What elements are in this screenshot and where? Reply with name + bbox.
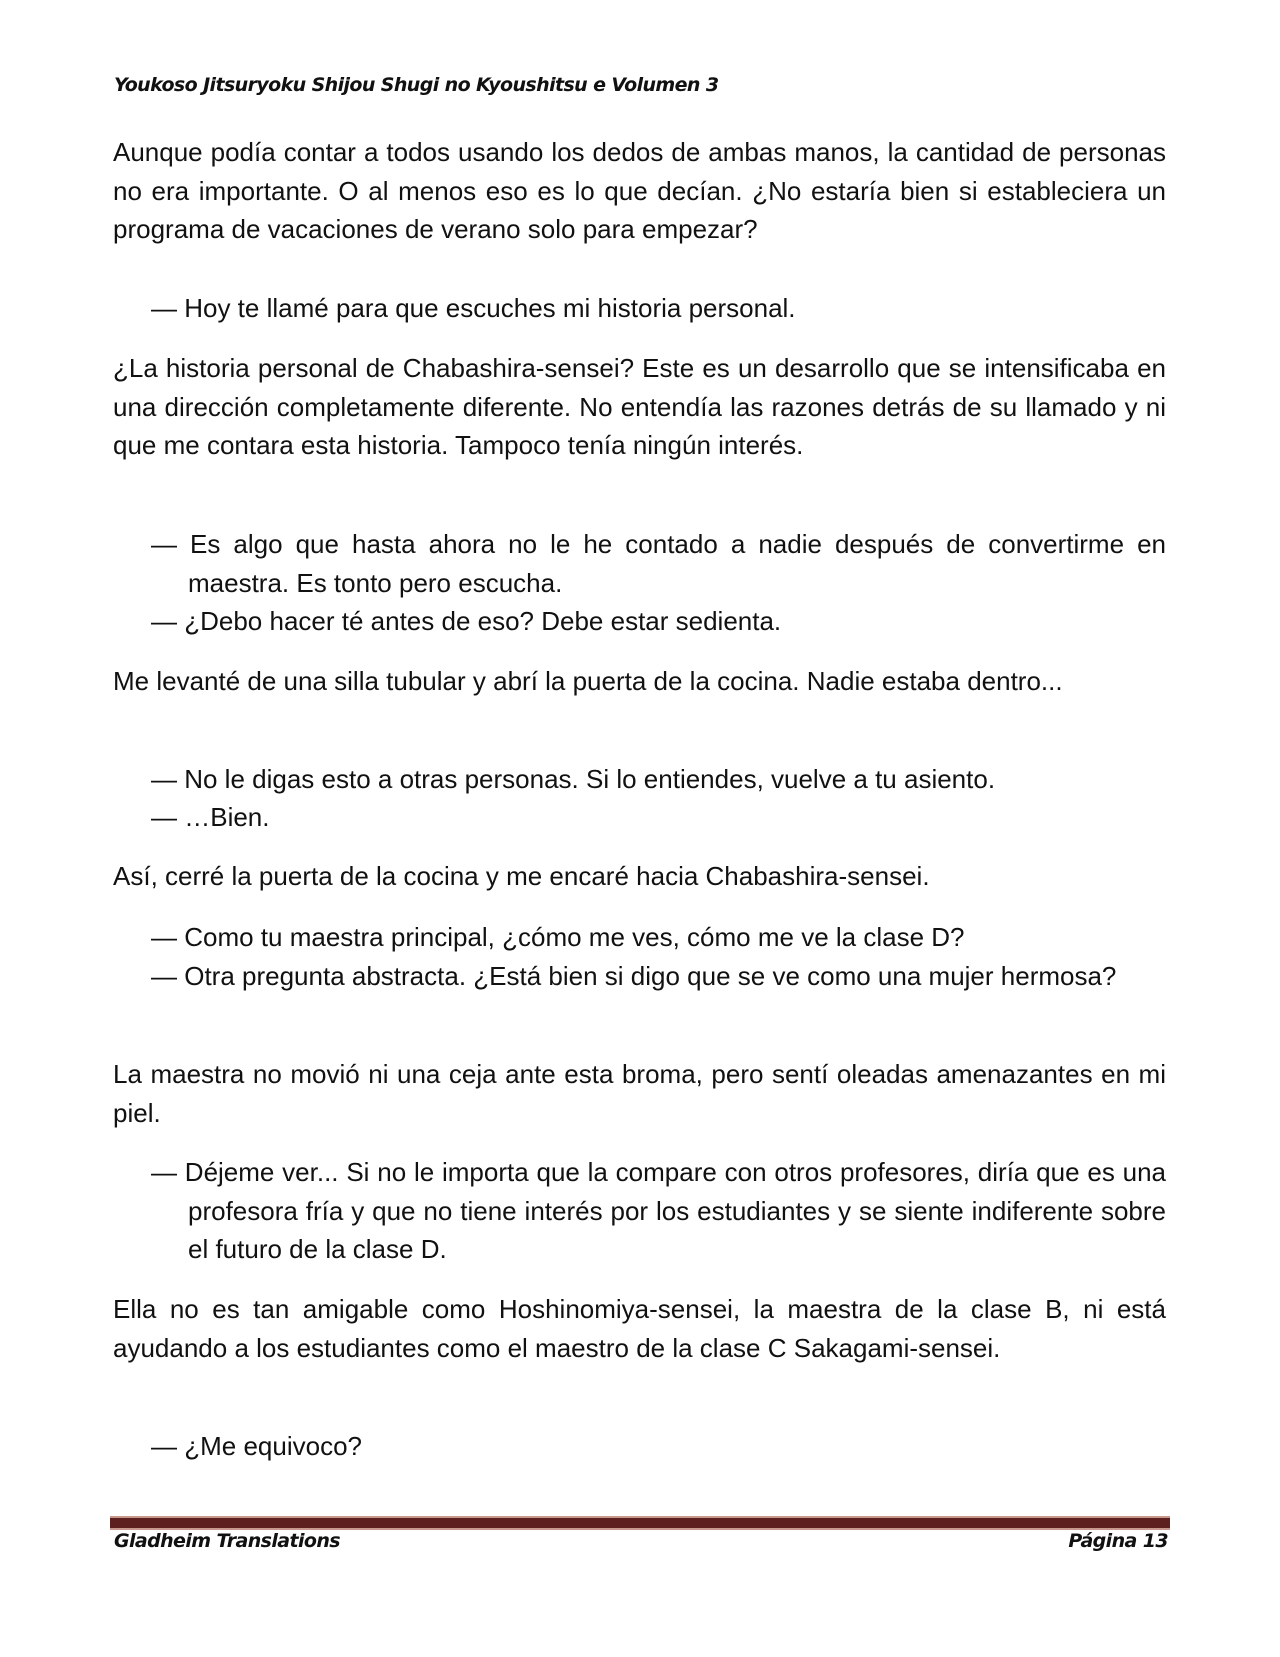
paragraph: La maestra no movió ni una ceja ante esta broma, pero sentí oleadas amenazantes en mi piel. bbox=[113, 1059, 1166, 1128]
dialogue-line: — ¿Debo hacer té antes de eso? Debe estar sedienta. bbox=[151, 606, 782, 636]
dialogue-line: — Otra pregunta abstracta. ¿Está bien si digo que se ve como una mujer hermosa? bbox=[151, 961, 1117, 991]
dialogue-line: — ¿Me equivoco? bbox=[151, 1431, 362, 1461]
dialogue-line: — No le digas esto a otras personas. Si lo entiendes, vuelve a tu asiento. bbox=[151, 764, 996, 794]
dialogue-line: — Hoy te llamé para que escuches mi historia personal. bbox=[151, 293, 796, 323]
footer-rule bbox=[110, 1516, 1170, 1530]
paragraph: Me levanté de una silla tubular y abrí la puerta de la cocina. Nadie estaba dentro... bbox=[113, 666, 1063, 696]
footer-translator: Gladheim Translations bbox=[114, 1530, 340, 1552]
paragraph: ¿La historia personal de Chabashira-sensei? Este es un desarrollo que se intensificaba en una dirección completamente diferente. No entendía las razones detrás de su llamado y ni que me contara esta historia. Tampoco tenía ningún interés. bbox=[113, 353, 1166, 461]
running-header: Youkoso Jitsuryoku Shijou Shugi no Kyoushitsu e Volumen 3 bbox=[114, 74, 719, 96]
dialogue-line: — Déjeme ver... Si no le importa que la compare con otros profesores, diría que es una profesora fría y que no tiene interés por los estudiantes y se siente indiferente sobre el futuro de la clase D. bbox=[151, 1157, 1166, 1265]
paragraph: Ella no es tan amigable como Hoshinomiya-sensei, la maestra de la clase B, ni está ayudando a los estudiantes como el maestro de la clase C Sakagami-sensei. bbox=[113, 1294, 1166, 1363]
paragraph: Así, cerré la puerta de la cocina y me encaré hacia Chabashira-sensei. bbox=[113, 861, 930, 891]
dialogue-line: — …Bien. bbox=[151, 802, 270, 832]
dialogue-line: — Es algo que hasta ahora no le he contado a nadie después de convertirme en maestra. Es tonto pero escucha. bbox=[151, 529, 1166, 598]
paragraph: Aunque podía contar a todos usando los dedos de ambas manos, la cantidad de personas no era importante. O al menos eso es lo que decían. ¿No estaría bien si estableciera un programa de vacaciones de verano solo para empezar? bbox=[113, 137, 1166, 245]
dialogue-line: — Como tu maestra principal, ¿cómo me ves, cómo me ve la clase D? bbox=[151, 922, 965, 952]
page-number: Página 13 bbox=[1068, 1530, 1168, 1552]
